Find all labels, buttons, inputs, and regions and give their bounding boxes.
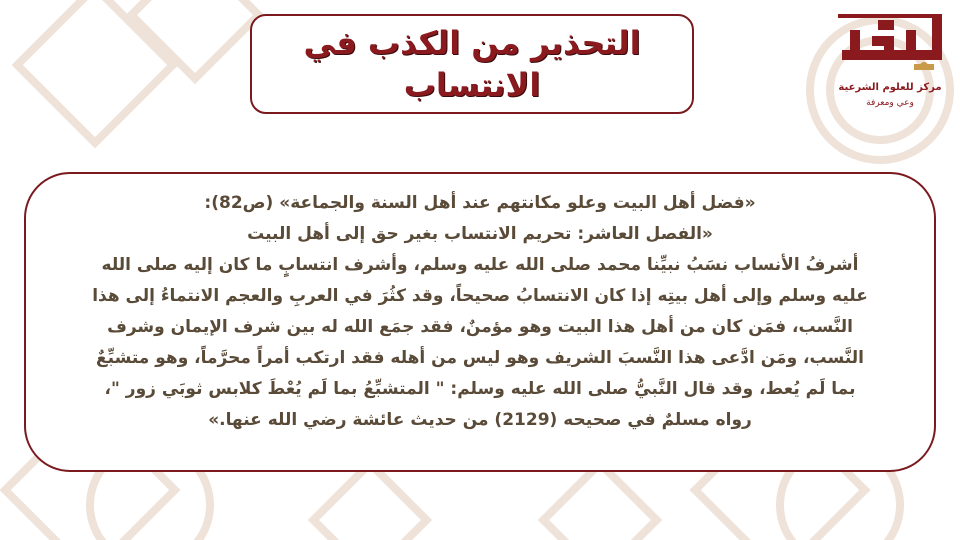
- quote-line: عليه وسلم وإلى أهل بيتِه إذا كان الانتسابُ صحيحاً، وقد كثُرَ في العربِ والعجم الانتماءُ إلى هذا: [92, 286, 868, 306]
- slide-title-line-1: التحذير من الكذب في: [303, 24, 641, 62]
- logo-subtitle-line-1: مركز للعلوم الشرعية: [838, 82, 942, 93]
- quote-line: «الفصل العاشر: تحريم الانتساب بغير حق إلى أهل البيت: [247, 224, 713, 244]
- quote-line: النَّسب، فمَن كان من أهل هذا البيت وهو مؤمنٌ، فقد جمَع الله له بين شرف الإيمان وشرف: [107, 317, 853, 337]
- quote-line: بما لَم يُعط، وقد قال النَّبيُّ صلى الله عليه وسلم: " المتشبِّعُ بما لَم يُعْطَ كلابس ثوبَي زور "،: [104, 379, 856, 399]
- logo-subtitle-line-2: وعي ومعرفة: [866, 98, 914, 108]
- slide-title-line-2: الانتساب: [403, 66, 541, 104]
- quote-line: رواه مسلمٌ في صحيحه (2129) من حديث عائشة رضي الله عنها.»: [208, 410, 752, 430]
- ihkam-logo: [828, 6, 952, 110]
- quote-line: أشرفُ الأنساب نسَبُ نبيِّنا محمد صلى الله عليه وسلم، وأشرف انتسابٍ ما كان إليه صلى الله: [101, 255, 859, 275]
- ihkam-wordmark-logo: [828, 6, 952, 72]
- quote-line: «فضل أهل البيت وعلو مكانتهم عند أهل السنة والجماعة» (ص82):: [204, 193, 756, 213]
- quote-content-box: [24, 172, 936, 472]
- quote-line: النَّسب، ومَن ادَّعى هذا النَّسبَ الشريف وهو ليس من أهله فقد ارتكب أمراً محرَّماً، وهو متشبِّعٌ: [96, 348, 864, 368]
- slide-title-box: [250, 14, 694, 114]
